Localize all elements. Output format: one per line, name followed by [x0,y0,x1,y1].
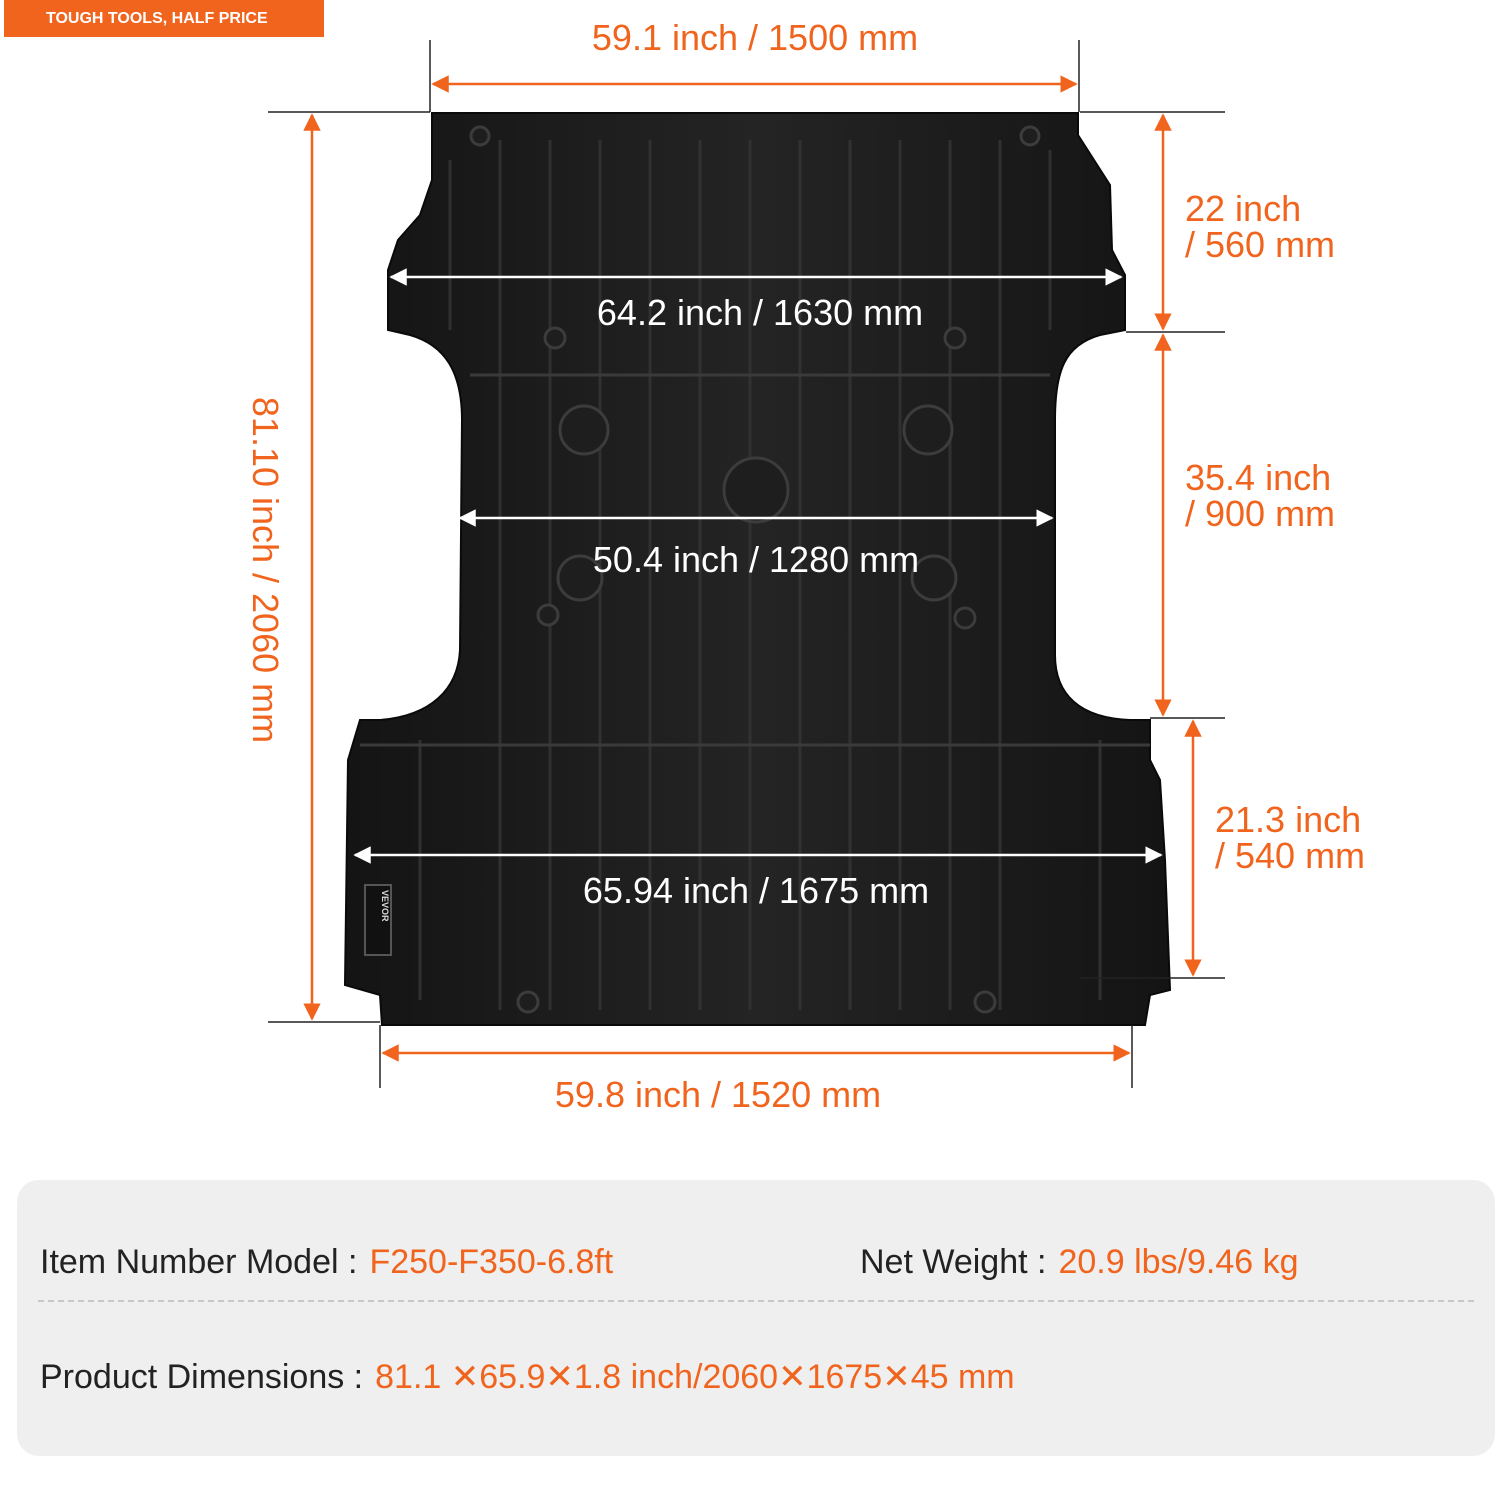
net-weight-value: 20.9 lbs/9.46 kg [1058,1243,1299,1281]
front-depth-mm: / 560 mm [1185,224,1336,265]
brand-logo: VEVOR [380,890,390,922]
rear-width-label: 65.94 inch / 1675 mm [582,870,930,911]
front-depth-inch: 22 inch [1185,188,1302,229]
product-dimensions-row [40,1357,1015,1397]
middle-depth-label [1185,457,1336,534]
front-depth-label [1185,188,1336,265]
product-dimensions-value: 81.1 ✕65.9✕1.8 inch/2060✕1675✕45 mm [375,1358,1015,1396]
middle-depth-mm: / 900 mm [1185,493,1336,534]
item-number-label: Item Number Model : [40,1243,358,1281]
promo-label: TOUGH TOOLS, HALF PRICE [46,9,268,27]
item-number-row [40,1243,613,1282]
front-width-label: 64.2 inch / 1630 mm [596,292,924,333]
rear-depth-mm: / 540 mm [1215,835,1366,876]
height-label: 81.10 inch / 2060 mm [245,396,286,744]
bottom-width-label: 59.8 inch / 1520 mm [554,1074,882,1115]
net-weight-row [860,1243,1299,1282]
net-weight-label: Net Weight : [860,1243,1047,1281]
spec-divider [38,1300,1474,1302]
middle-depth-inch: 35.4 inch [1185,457,1332,498]
rear-depth-inch: 21.3 inch [1215,799,1362,840]
item-number-value: F250-F350-6.8ft [369,1243,614,1281]
product-dimensions-label: Product Dimensions : [40,1358,364,1396]
middle-width-label: 50.4 inch / 1280 mm [592,539,920,580]
rear-depth-label [1215,799,1366,876]
top-width-label: 59.1 inch / 1500 mm [591,17,919,58]
spec-panel [17,1180,1495,1456]
